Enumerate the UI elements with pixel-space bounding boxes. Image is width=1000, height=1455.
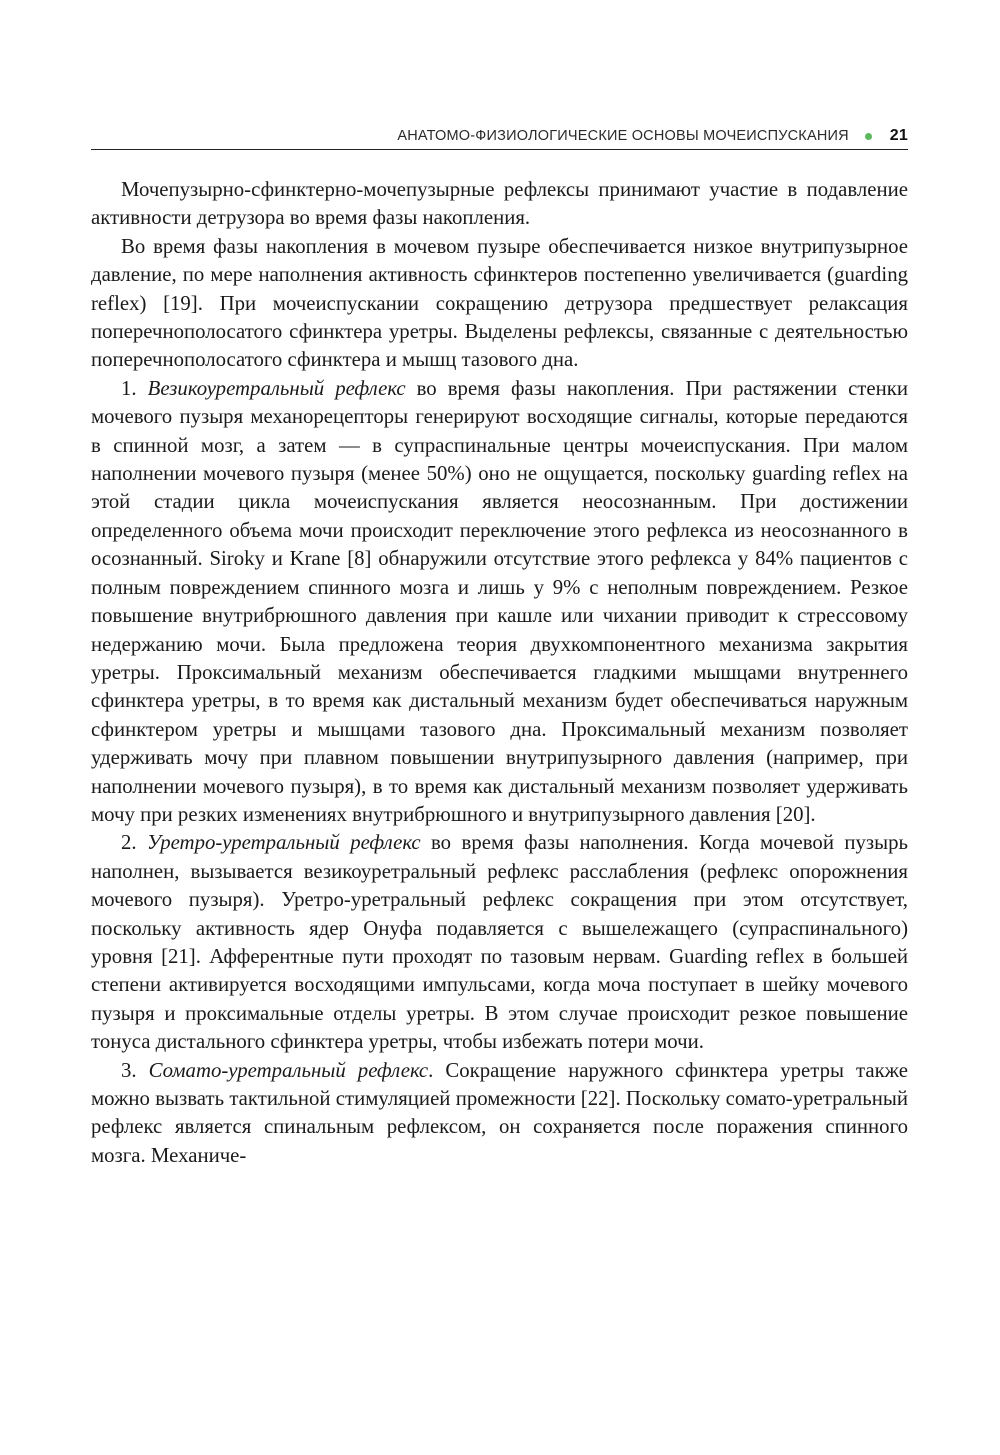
item-number-3: 3. — [121, 1058, 149, 1082]
bullet-dot-icon — [865, 133, 872, 140]
running-head — [91, 123, 908, 150]
paragraph-5 — [91, 1057, 908, 1171]
page-number: 21 — [889, 127, 908, 144]
paragraph-3 — [91, 375, 908, 830]
paragraph-2: Во время фазы накопления в мочевом пузыре обеспечивается низкое внутрипузырное давление, по мере наполнения активность сфинктеров постепенно увеличивается (guarding reflex) [19]. При мочеиспускании сокращению детрузора предшествует релаксация поперечнополосатого сфинктера уретры. Выделены рефлексы, связанные с деятельностью поперечнополосатого сфинктера и мышц тазового дна. — [91, 234, 908, 372]
item-number-2: 2. — [121, 831, 148, 855]
item-number-1: 1. — [121, 376, 148, 400]
paragraph-4 — [91, 829, 908, 1056]
paragraph-4-text: во время фазы наполнения. Когда мочевой пузырь наполнен, вызывается везикоуретральный рефлекс расслабления (рефлекс опорожнения мочевого пузыря). Уретро-уретральный рефлекс сокращения при этом отсутствует, поскольку активность ядер Онуфа подавляется с вышележащего (супраспинального) уровня [21]. Афферентные пути проходят по тазовым нервам. Guarding reflex в большей степени активируется восходящими импульсами, когда моча поступает в шейку мочевого пузыря и проксимальные отделы уретры. В этом случае происходит резкое повышение тонуса дистального сфинктера уретры, чтобы избежать потери мочи. — [91, 831, 908, 1054]
paragraph-1: Мочепузырно-сфинктерно-мочепузырные рефлексы принимают участие в подавление активности детрузора во время фазы накопления. — [91, 178, 908, 230]
body-text — [91, 176, 908, 1170]
reflex-title-2: Уретро-уретральный рефлекс — [147, 831, 421, 855]
paragraph-5-text: . Сокращение наружного сфинктера уретры также можно вызвать тактильной стимуляцией промежности [22]. Поскольку сомато-уретральный рефлекс является спинальным рефлексом, он сохраняется после поражения спинного мозга. Механиче- — [91, 1058, 909, 1167]
reflex-title-1: Везикоуретральный рефлекс — [147, 376, 406, 400]
running-title: АНАТОМО-ФИЗИОЛОГИЧЕСКИЕ ОСНОВЫ МОЧЕИСПУСКАНИЯ — [397, 128, 849, 144]
paragraph-3-text: во время фазы накопления. При растяжении стенки мочевого пузыря механорецепторы генерируют восходящие сигналы, которые передаются в спинной мозг, а затем — в супраспинальные центры мочеиспускания. При малом наполнении мочевого пузыря (менее 50%) оно не ощущается, поскольку guarding reflex на этой стадии цикла мочеиспускания является неосознанным. При достижении определенного объема мочи происходит переключение этого рефлекса из неосознанного в осознанный. Siroky и Krane [8] обнаружили отсутствие этого рефлекса у 84% пациентов с полным повреждением спинного мозга и лишь у 9% с неполным повреждением. Резкое повышение внутрибрюшного давления при кашле или чихании приводит к стрессовому недержанию мочи. Была предложена теория двухкомпонентного механизма закрытия уретры. Проксимальный механизм обеспечивается гладкими мышцами внутреннего сфинктера уретры, в то время как дистальный механизм будет обеспечиваться наружным сфинктером уретры и мышцами тазового дна. Проксимальный механизм позволяет удерживать мочу при плавном повышении внутрипузырного давления (например, при наполнении мочевого пузыря), в то время как дистальный механизм позволяет удерживать мочу при резких изменениях внутрибрюшного и внутрипузырного давления [20]. — [91, 376, 908, 826]
reflex-title-3: Сомато-уретральный рефлекс — [148, 1058, 429, 1082]
